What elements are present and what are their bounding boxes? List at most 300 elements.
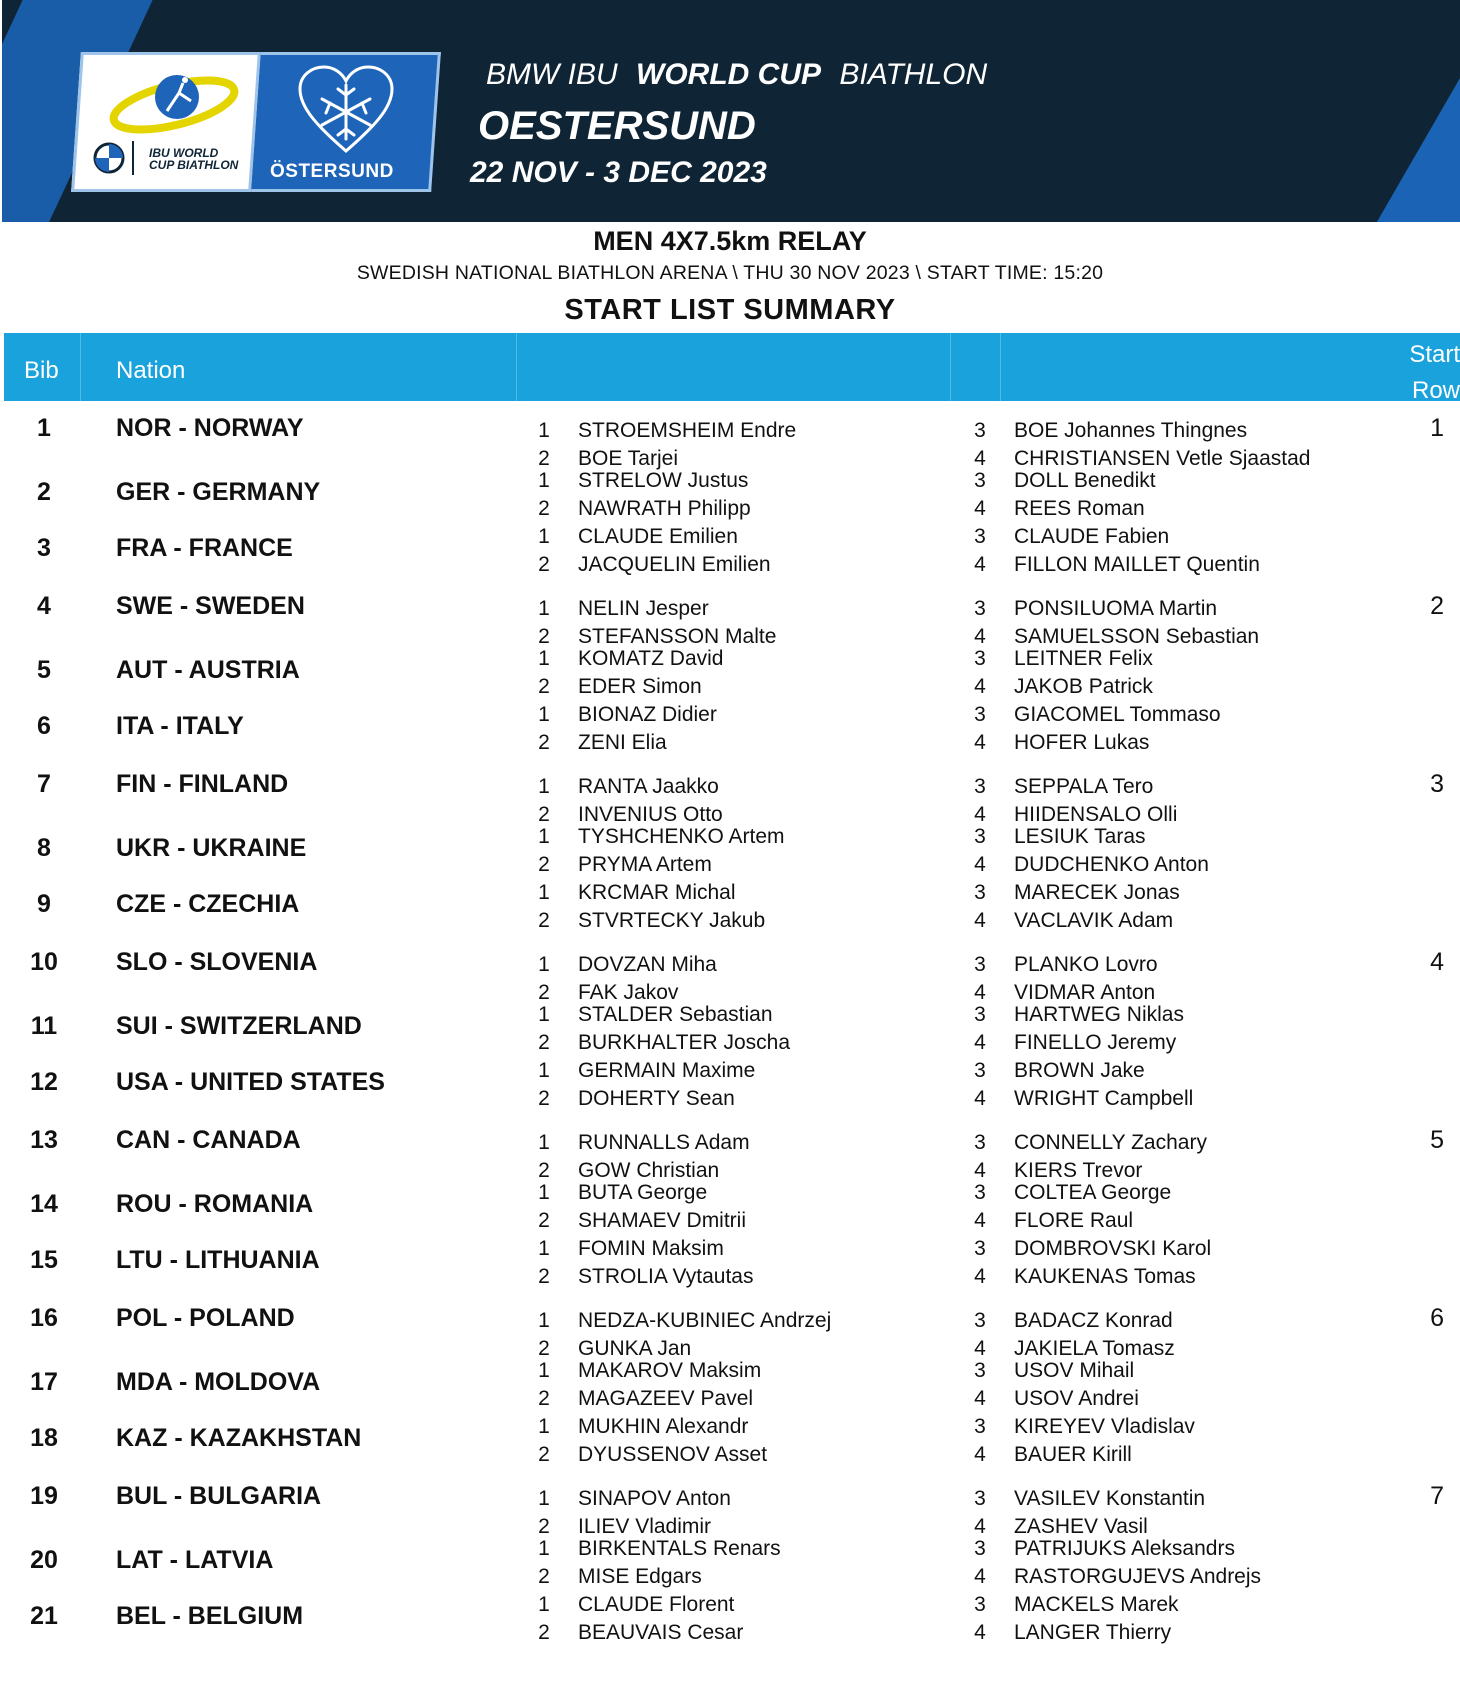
athlete-name: FINELLO Jeremy xyxy=(1014,1031,1177,1054)
leg-number: 1 xyxy=(538,703,550,726)
leg-entry xyxy=(970,1535,1235,1563)
biathlete-globe-icon xyxy=(79,55,259,195)
team-nation: CZE - CZECHIA xyxy=(116,890,300,918)
leg-entry xyxy=(534,1179,707,1207)
leg-number: 2 xyxy=(538,909,550,932)
column-header-row-label: Row xyxy=(1411,377,1460,404)
athlete-name: DOMBROVSKI Karol xyxy=(1014,1237,1212,1260)
athlete-name: GOW Christian xyxy=(578,1159,720,1182)
column-divider xyxy=(950,333,951,401)
leg-entry xyxy=(534,1235,724,1263)
athlete-name: CLAUDE Fabien xyxy=(1014,525,1170,548)
athlete-name: STVRTECKY Jakub xyxy=(578,909,766,932)
athlete-name: CLAUDE Emilien xyxy=(578,525,738,548)
leg-number: 2 xyxy=(538,1087,550,1110)
column-header-start-row xyxy=(1409,337,1460,409)
leg-entry xyxy=(970,773,1153,801)
leg-entry xyxy=(970,1413,1195,1441)
leg-entry xyxy=(970,701,1221,729)
athlete-name: BIRKENTALS Renars xyxy=(578,1537,781,1560)
team-nation: MDA - MOLDOVA xyxy=(116,1368,321,1396)
team-nation: BEL - BELGIUM xyxy=(116,1602,304,1630)
athlete-name: HOFER Lukas xyxy=(1014,731,1150,754)
leg-number: 4 xyxy=(974,731,986,754)
leg-entry xyxy=(534,1441,767,1469)
leg-entry xyxy=(534,1207,746,1235)
leg-entry xyxy=(534,1263,753,1291)
team-bib: 13 xyxy=(30,1126,58,1154)
athlete-name: BADACZ Konrad xyxy=(1014,1309,1173,1332)
leg-number: 1 xyxy=(538,881,550,904)
world-cup-logo-text: IBU WORLD CUP BIATHLON xyxy=(149,146,239,172)
leg-entry xyxy=(970,1085,1193,1113)
leg-number: 4 xyxy=(974,803,986,826)
athlete-name: HARTWEG Niklas xyxy=(1014,1003,1184,1026)
column-header-bib: Bib xyxy=(24,357,59,384)
leg-entry xyxy=(970,1441,1132,1469)
column-divider xyxy=(80,333,81,401)
team-nation: SLO - SLOVENIA xyxy=(116,948,318,976)
team-bib: 15 xyxy=(30,1246,58,1274)
leg-entry xyxy=(534,467,748,495)
leg-number: 1 xyxy=(538,825,550,848)
leg-entry xyxy=(970,1619,1171,1647)
team-bib: 9 xyxy=(37,890,51,918)
leg-number: 3 xyxy=(974,597,986,620)
team-nation: ROU - ROMANIA xyxy=(116,1190,314,1218)
athlete-name: MISE Edgars xyxy=(578,1565,702,1588)
athlete-name: GUNKA Jan xyxy=(578,1337,692,1360)
athlete-name: STALDER Sebastian xyxy=(578,1003,773,1026)
athlete-name: SEPPALA Tero xyxy=(1014,775,1154,798)
team-bib: 19 xyxy=(30,1482,58,1510)
leg-entry xyxy=(970,1263,1196,1291)
leg-entry xyxy=(534,495,751,523)
start-row-number: 7 xyxy=(1430,1482,1444,1510)
athlete-name: REES Roman xyxy=(1014,497,1145,520)
athlete-name: ILIEV Vladimir xyxy=(578,1515,712,1538)
athlete-name: FOMIN Maksim xyxy=(578,1237,724,1260)
leg-number: 2 xyxy=(538,1031,550,1054)
athlete-name: STROLIA Vytautas xyxy=(578,1265,754,1288)
leg-entry xyxy=(970,729,1149,757)
leg-number: 1 xyxy=(538,1181,550,1204)
leg-number: 3 xyxy=(974,1415,986,1438)
leg-number: 1 xyxy=(538,1593,550,1616)
team-bib: 18 xyxy=(30,1424,58,1452)
team-nation: UKR - UKRAINE xyxy=(116,834,307,862)
leg-number: 3 xyxy=(974,1131,986,1154)
leg-entry xyxy=(970,1307,1173,1335)
leg-number: 2 xyxy=(538,1209,550,1232)
leg-number: 4 xyxy=(974,497,986,520)
team-nation: SWE - SWEDEN xyxy=(116,592,305,620)
leg-entry xyxy=(970,1129,1207,1157)
athlete-name: SAMUELSSON Sebastian xyxy=(1014,625,1260,648)
leg-number: 4 xyxy=(974,625,986,648)
leg-number: 4 xyxy=(974,1621,986,1644)
leg-number: 3 xyxy=(974,881,986,904)
column-header-start-label: Start xyxy=(1409,341,1460,368)
leg-number: 3 xyxy=(974,1059,986,1082)
leg-number: 3 xyxy=(974,469,986,492)
leg-number: 4 xyxy=(974,675,986,698)
athlete-name: PLANKO Lovro xyxy=(1014,953,1158,976)
leg-number: 2 xyxy=(538,553,550,576)
athlete-name: RASTORGUJEVS Andrejs xyxy=(1014,1565,1262,1588)
leg-entry xyxy=(534,773,719,801)
team-nation: AUT - AUSTRIA xyxy=(116,656,300,684)
team-bib: 20 xyxy=(30,1546,58,1574)
leg-entry xyxy=(970,551,1260,579)
leg-entry xyxy=(970,879,1180,907)
leg-number: 3 xyxy=(974,825,986,848)
team-bib: 11 xyxy=(30,1012,58,1040)
leg-number: 3 xyxy=(974,775,986,798)
team-nation: LTU - LITHUANIA xyxy=(116,1246,320,1274)
athlete-name: KOMATZ David xyxy=(578,647,724,670)
leg-entry xyxy=(534,1085,735,1113)
start-row-number: 1 xyxy=(1430,414,1444,442)
leg-entry xyxy=(534,701,717,729)
column-header-nation: Nation xyxy=(116,357,186,384)
athlete-name: BOE Johannes Thingnes xyxy=(1014,419,1248,442)
athlete-name: MAKAROV Maksim xyxy=(578,1359,762,1382)
leg-entry xyxy=(534,1001,773,1029)
leg-entry xyxy=(970,1591,1179,1619)
leg-number: 1 xyxy=(538,1487,550,1510)
leg-number: 1 xyxy=(538,1415,550,1438)
leg-entry xyxy=(970,1235,1211,1263)
athlete-name: BEAUVAIS Cesar xyxy=(578,1621,744,1644)
team-bib: 16 xyxy=(30,1304,58,1332)
athlete-name: BROWN Jake xyxy=(1014,1059,1145,1082)
start-row-number: 5 xyxy=(1430,1126,1444,1154)
leg-number: 2 xyxy=(538,497,550,520)
leg-number: 1 xyxy=(538,775,550,798)
leg-number: 2 xyxy=(538,1337,550,1360)
athlete-name: PATRIJUKS Aleksandrs xyxy=(1014,1537,1235,1560)
leg-entry xyxy=(970,1207,1133,1235)
athlete-name: LEITNER Felix xyxy=(1014,647,1153,670)
leg-entry xyxy=(970,1001,1184,1029)
athlete-name: DOVZAN Miha xyxy=(578,953,717,976)
athlete-name: FAK Jakov xyxy=(578,981,679,1004)
snowflake-heart-icon xyxy=(256,55,436,165)
leg-entry xyxy=(970,1563,1261,1591)
leg-number: 3 xyxy=(974,1593,986,1616)
athlete-name: CHRISTIANSEN Vetle Sjaastad xyxy=(1014,447,1311,470)
team-nation: SUI - SWITZERLAND xyxy=(116,1012,362,1040)
athlete-name: NEDZA-KUBINIEC Andrzej xyxy=(578,1309,832,1332)
series-title-post: BIATHLON xyxy=(839,58,988,91)
ostersund-logo xyxy=(251,52,441,192)
leg-number: 3 xyxy=(974,1359,986,1382)
leg-entry xyxy=(970,823,1146,851)
leg-entry xyxy=(970,495,1145,523)
series-title-bold: WORLD CUP xyxy=(636,58,821,91)
athlete-name: PONSILUOMA Martin xyxy=(1014,597,1218,620)
leg-number: 2 xyxy=(538,1159,550,1182)
team-bib: 2 xyxy=(37,478,51,506)
leg-number: 3 xyxy=(974,1309,986,1332)
leg-number: 4 xyxy=(974,1031,986,1054)
leg-entry xyxy=(534,1413,748,1441)
athlete-name: MAGAZEEV Pavel xyxy=(578,1387,754,1410)
athlete-name: KIREYEV Vladislav xyxy=(1014,1415,1195,1438)
event-subtitle: SWEDISH NATIONAL BIATHLON ARENA \ THU 30 NOV 2023 \ START TIME: 15:20 xyxy=(356,262,1104,284)
leg-number: 4 xyxy=(974,981,986,1004)
leg-number: 3 xyxy=(974,1237,986,1260)
leg-number: 2 xyxy=(538,625,550,648)
leg-entry xyxy=(534,729,667,757)
leg-number: 3 xyxy=(974,703,986,726)
athlete-name: SHAMAEV Dmitrii xyxy=(578,1209,747,1232)
athlete-name: BUTA George xyxy=(578,1181,708,1204)
leg-number: 1 xyxy=(538,1309,550,1332)
leg-number: 1 xyxy=(538,1237,550,1260)
column-divider xyxy=(516,333,517,401)
athlete-name: LESIUK Taras xyxy=(1014,825,1146,848)
team-nation: CAN - CANADA xyxy=(116,1126,301,1154)
athlete-name: EDER Simon xyxy=(578,675,702,698)
leg-entry xyxy=(970,1029,1176,1057)
leg-number: 4 xyxy=(974,1265,986,1288)
athlete-name: PRYMA Artem xyxy=(578,853,712,876)
leg-number: 2 xyxy=(538,1265,550,1288)
table-header xyxy=(4,333,1460,404)
athlete-name: RUNNALLS Adam xyxy=(578,1131,750,1154)
leg-number: 4 xyxy=(974,909,986,932)
leg-entry xyxy=(970,645,1153,673)
leg-entry xyxy=(534,1385,753,1413)
leg-number: 4 xyxy=(974,1387,986,1410)
athlete-name: JAKOB Patrick xyxy=(1014,675,1153,698)
start-list-title: START LIST SUMMARY xyxy=(564,294,896,326)
athlete-name: DOLL Benedikt xyxy=(1014,469,1156,492)
leg-entry xyxy=(534,595,709,623)
leg-entry xyxy=(970,673,1153,701)
leg-number: 1 xyxy=(538,953,550,976)
athlete-name: STEFANSSON Malte xyxy=(578,625,777,648)
athlete-name: FLORE Raul xyxy=(1014,1209,1134,1232)
leg-number: 3 xyxy=(974,1537,986,1560)
athlete-name: MACKELS Marek xyxy=(1014,1593,1179,1616)
leg-entry xyxy=(534,1129,750,1157)
leg-number: 1 xyxy=(538,1003,550,1026)
athlete-name: BAUER Kirill xyxy=(1014,1443,1132,1466)
athlete-name: BIONAZ Didier xyxy=(578,703,717,726)
ostersund-logo-text: ÖSTERSUND xyxy=(270,161,394,182)
team-nation: NOR - NORWAY xyxy=(116,414,304,442)
event-dates: 22 NOV - 3 DEC 2023 xyxy=(470,156,767,189)
leg-entry xyxy=(534,1535,781,1563)
leg-entry xyxy=(970,523,1169,551)
leg-number: 4 xyxy=(974,1087,986,1110)
team-nation: GER - GERMANY xyxy=(116,478,321,506)
leg-entry xyxy=(970,951,1158,979)
athlete-name: KAUKENAS Tomas xyxy=(1014,1265,1196,1288)
athlete-name: DOHERTY Sean xyxy=(578,1087,735,1110)
leg-number: 2 xyxy=(538,981,550,1004)
athlete-name: USOV Mihail xyxy=(1014,1359,1135,1382)
athlete-name: RANTA Jaakko xyxy=(578,775,719,798)
athlete-name: VIDMAR Anton xyxy=(1014,981,1156,1004)
leg-entry xyxy=(534,1591,734,1619)
athlete-name: ZENI Elia xyxy=(578,731,667,754)
team-bib: 12 xyxy=(30,1068,58,1096)
leg-entry xyxy=(534,551,771,579)
leg-entry xyxy=(534,851,712,879)
leg-number: 4 xyxy=(974,853,986,876)
leg-number: 3 xyxy=(974,1181,986,1204)
athlete-name: KRCMAR Michal xyxy=(578,881,736,904)
start-row-number: 4 xyxy=(1430,948,1444,976)
athlete-name: GERMAIN Maxime xyxy=(578,1059,756,1082)
leg-number: 1 xyxy=(538,647,550,670)
team-nation: LAT - LATVIA xyxy=(116,1546,274,1574)
team-bib: 8 xyxy=(37,834,51,862)
team-nation: KAZ - KAZAKHSTAN xyxy=(116,1424,362,1452)
leg-number: 3 xyxy=(974,525,986,548)
athlete-name: JAKIELA Tomasz xyxy=(1014,1337,1175,1360)
team-bib: 5 xyxy=(37,656,51,684)
leg-number: 1 xyxy=(538,1131,550,1154)
leg-number: 4 xyxy=(974,1443,986,1466)
athlete-name: CONNELLY Zachary xyxy=(1014,1131,1207,1154)
leg-number: 2 xyxy=(538,1515,550,1538)
leg-entry xyxy=(970,1357,1134,1385)
leg-number: 4 xyxy=(974,1159,986,1182)
leg-entry xyxy=(970,1057,1145,1085)
athlete-name: NAWRATH Philipp xyxy=(578,497,751,520)
athlete-name: BOE Tarjei xyxy=(578,447,678,470)
athlete-name: CLAUDE Florent xyxy=(578,1593,735,1616)
venue-title: OESTERSUND xyxy=(478,104,756,148)
athlete-name: SINAPOV Anton xyxy=(578,1487,731,1510)
leg-entry xyxy=(534,823,785,851)
leg-number: 2 xyxy=(538,1621,550,1644)
athlete-name: MARECEK Jonas xyxy=(1014,881,1180,904)
athlete-name: VASILEV Konstantin xyxy=(1014,1487,1206,1510)
athlete-name: HIIDENSALO Olli xyxy=(1014,803,1178,826)
team-bib: 1 xyxy=(37,414,51,442)
series-title xyxy=(486,58,987,92)
leg-number: 1 xyxy=(538,419,550,442)
athlete-name: MUKHIN Alexandr xyxy=(578,1415,749,1438)
athlete-name: JACQUELIN Emilien xyxy=(578,553,771,576)
athlete-name: GIACOMEL Tommaso xyxy=(1014,703,1221,726)
event-title: MEN 4X7.5km RELAY xyxy=(593,226,867,256)
athlete-name: LANGER Thierry xyxy=(1014,1621,1172,1644)
athlete-name: STROEMSHEIM Endre xyxy=(578,419,797,442)
column-divider xyxy=(1000,333,1001,401)
leg-number: 3 xyxy=(974,647,986,670)
start-row-number: 6 xyxy=(1430,1304,1444,1332)
leg-entry xyxy=(970,851,1209,879)
athlete-name: NELIN Jesper xyxy=(578,597,709,620)
leg-number: 1 xyxy=(538,525,550,548)
team-bib: 14 xyxy=(30,1190,58,1218)
leg-number: 3 xyxy=(974,953,986,976)
leg-number: 3 xyxy=(974,1487,986,1510)
athlete-name: STRELOW Justus xyxy=(578,469,749,492)
leg-entry xyxy=(534,645,723,673)
leg-entry xyxy=(534,417,796,445)
athlete-name: DYUSSENOV Asset xyxy=(578,1443,768,1466)
leg-entry xyxy=(970,907,1173,935)
leg-entry xyxy=(534,879,736,907)
leg-number: 3 xyxy=(974,1003,986,1026)
athlete-name: COLTEA George xyxy=(1014,1181,1172,1204)
leg-entry xyxy=(970,1179,1171,1207)
leg-entry xyxy=(534,1619,743,1647)
leg-number: 1 xyxy=(538,469,550,492)
event-logo xyxy=(71,52,441,192)
leg-entry xyxy=(970,595,1217,623)
team-bib: 4 xyxy=(37,592,51,620)
leg-number: 2 xyxy=(538,1443,550,1466)
leg-entry xyxy=(534,1357,761,1385)
leg-number: 4 xyxy=(974,553,986,576)
team-bib: 7 xyxy=(37,770,51,798)
team-bib: 17 xyxy=(30,1368,58,1396)
header-banner xyxy=(2,0,1460,222)
leg-number: 4 xyxy=(974,447,986,470)
team-bib: 3 xyxy=(37,534,51,562)
leg-number: 4 xyxy=(974,1337,986,1360)
leg-number: 2 xyxy=(538,731,550,754)
team-nation: FIN - FINLAND xyxy=(116,770,289,798)
leg-entry xyxy=(534,673,702,701)
leg-entry xyxy=(534,1307,831,1335)
leg-entry xyxy=(970,1485,1205,1513)
leg-number: 2 xyxy=(538,803,550,826)
leg-entry xyxy=(970,1385,1139,1413)
leg-number: 3 xyxy=(974,419,986,442)
athlete-name: BURKHALTER Joscha xyxy=(578,1031,791,1054)
leg-number: 2 xyxy=(538,675,550,698)
leg-number: 1 xyxy=(538,1537,550,1560)
leg-entry xyxy=(970,467,1156,495)
start-list-body xyxy=(0,402,1460,1682)
leg-entry xyxy=(534,1563,702,1591)
leg-number: 2 xyxy=(538,1387,550,1410)
leg-number: 1 xyxy=(538,597,550,620)
team-nation: USA - UNITED STATES xyxy=(116,1068,385,1096)
leg-number: 2 xyxy=(538,1565,550,1588)
leg-entry xyxy=(534,1057,755,1085)
team-nation: BUL - BULGARIA xyxy=(116,1482,322,1510)
leg-entry xyxy=(534,951,717,979)
leg-number: 2 xyxy=(538,447,550,470)
team-nation: POL - POLAND xyxy=(116,1304,295,1332)
leg-number: 2 xyxy=(538,853,550,876)
world-cup-logo xyxy=(71,52,261,192)
athlete-name: USOV Andrei xyxy=(1014,1387,1139,1410)
leg-entry xyxy=(970,417,1247,445)
team-nation: ITA - ITALY xyxy=(116,712,244,740)
team-bib: 10 xyxy=(30,948,58,976)
athlete-name: KIERS Trevor xyxy=(1014,1159,1143,1182)
athlete-name: WRIGHT Campbell xyxy=(1014,1087,1194,1110)
leg-number: 1 xyxy=(538,1359,550,1382)
leg-number: 1 xyxy=(538,1059,550,1082)
leg-entry xyxy=(534,1029,790,1057)
athlete-name: FILLON MAILLET Quentin xyxy=(1014,553,1260,576)
series-title-pre: BMW IBU xyxy=(486,58,618,91)
leg-number: 4 xyxy=(974,1565,986,1588)
